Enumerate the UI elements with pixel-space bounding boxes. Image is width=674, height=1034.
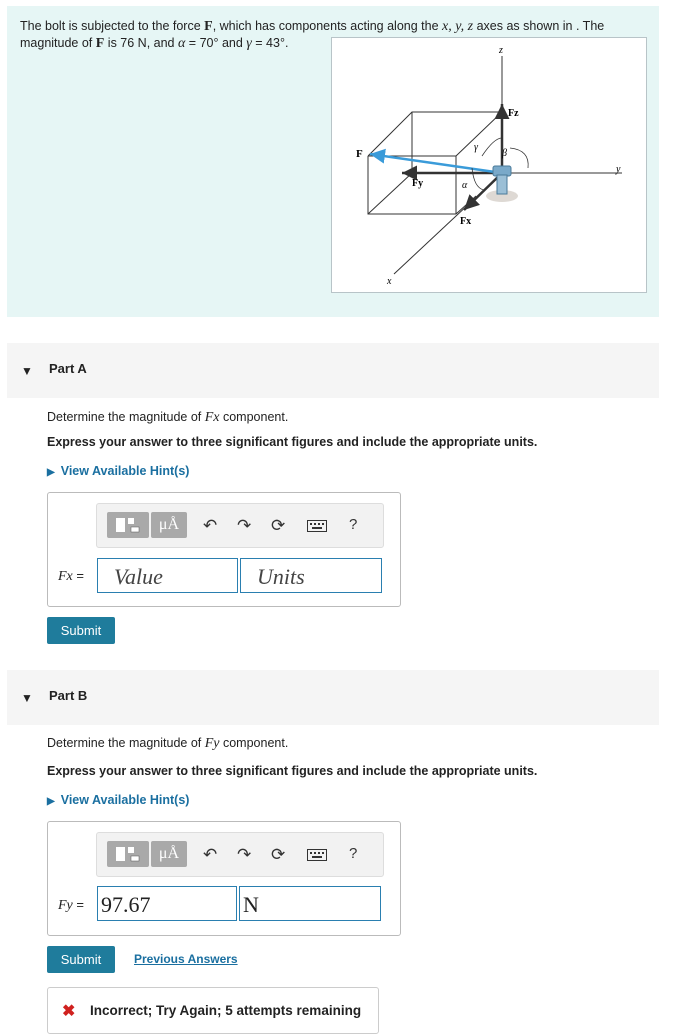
reset-icon[interactable]: ⟳	[271, 845, 286, 864]
svg-text:Fz: Fz	[508, 108, 519, 119]
part-b-title: Part B	[49, 688, 88, 703]
part-b-instruction: Express your answer to three significant figures and include the appropriate units.	[47, 764, 538, 778]
help-icon[interactable]: ?	[349, 516, 358, 533]
part-a-header[interactable]	[7, 343, 659, 398]
part-b-answer-box	[47, 821, 401, 936]
svg-text:z: z	[499, 45, 503, 56]
keyboard-icon[interactable]	[307, 520, 327, 532]
bolt-shank	[497, 175, 507, 194]
previous-answers-link[interactable]: Previous Answers	[134, 952, 238, 966]
keyboard-icon[interactable]	[307, 849, 327, 861]
feedback-box	[47, 987, 379, 1034]
help-icon[interactable]: ?	[349, 845, 358, 862]
redo-icon[interactable]: ↷	[237, 516, 252, 535]
value-input[interactable]: 97.67	[97, 886, 237, 921]
undo-icon[interactable]: ↶	[203, 845, 218, 864]
part-a-title: Part A	[49, 361, 87, 376]
part-a-question: Determine the magnitude of Fx component.	[47, 410, 289, 425]
redo-icon[interactable]: ↷	[237, 845, 252, 864]
value-input[interactable]: Value	[97, 558, 238, 593]
part-b-header[interactable]	[7, 670, 659, 725]
part-b-submit-button[interactable]: Submit	[47, 946, 115, 973]
part-a-hint-link[interactable]: ▶ View Available Hint(s)	[47, 464, 190, 478]
units-button[interactable]: μÅ	[151, 512, 187, 538]
part-b-question: Determine the magnitude of Fy component.	[47, 736, 289, 751]
svg-text:α: α	[462, 180, 468, 191]
fy-label: Fy =	[58, 897, 84, 913]
bolt-figure	[331, 37, 647, 293]
template-icon	[107, 841, 149, 867]
svg-text:β: β	[502, 148, 507, 159]
feedback-message: Incorrect; Try Again; 5 attempts remaining	[90, 1003, 362, 1018]
template-icon	[107, 512, 149, 538]
math-toolbar	[96, 832, 384, 877]
force-diagram	[332, 38, 646, 292]
units-button[interactable]: μÅ	[151, 841, 187, 867]
problem-text: The bolt is subjected to the force F, which has components acting along the x, y, z axes as shown in . The magnitude of F is 76 N, and α = 70° and γ = 43°.	[20, 19, 605, 51]
svg-text:y: y	[616, 164, 621, 175]
fx-label: Fx =	[58, 568, 84, 584]
units-input[interactable]: Units	[240, 558, 382, 593]
svg-text:Fy: Fy	[412, 178, 424, 189]
svg-text:F: F	[356, 148, 363, 160]
units-input[interactable]: N	[239, 886, 381, 921]
incorrect-icon: ✖	[62, 1003, 76, 1020]
svg-text:x: x	[387, 276, 392, 287]
collapse-triangle-icon[interactable]: ▼	[21, 691, 33, 705]
template-button[interactable]	[107, 841, 149, 867]
hint-arrow-icon: ▶	[47, 467, 55, 478]
force-arrow	[370, 154, 502, 173]
template-button[interactable]	[107, 512, 149, 538]
part-b-hint-link[interactable]: ▶ View Available Hint(s)	[47, 793, 190, 807]
hint-arrow-icon: ▶	[47, 796, 55, 807]
part-a-answer-box	[47, 492, 401, 607]
reset-icon[interactable]: ⟳	[271, 516, 286, 535]
collapse-triangle-icon[interactable]: ▼	[21, 364, 33, 378]
part-a-submit-button[interactable]: Submit	[47, 617, 115, 644]
svg-text:Fx: Fx	[460, 216, 472, 227]
math-toolbar	[96, 503, 384, 548]
undo-icon[interactable]: ↶	[203, 516, 218, 535]
svg-text:γ: γ	[474, 142, 478, 153]
part-a-instruction: Express your answer to three significant figures and include the appropriate units.	[47, 435, 538, 449]
